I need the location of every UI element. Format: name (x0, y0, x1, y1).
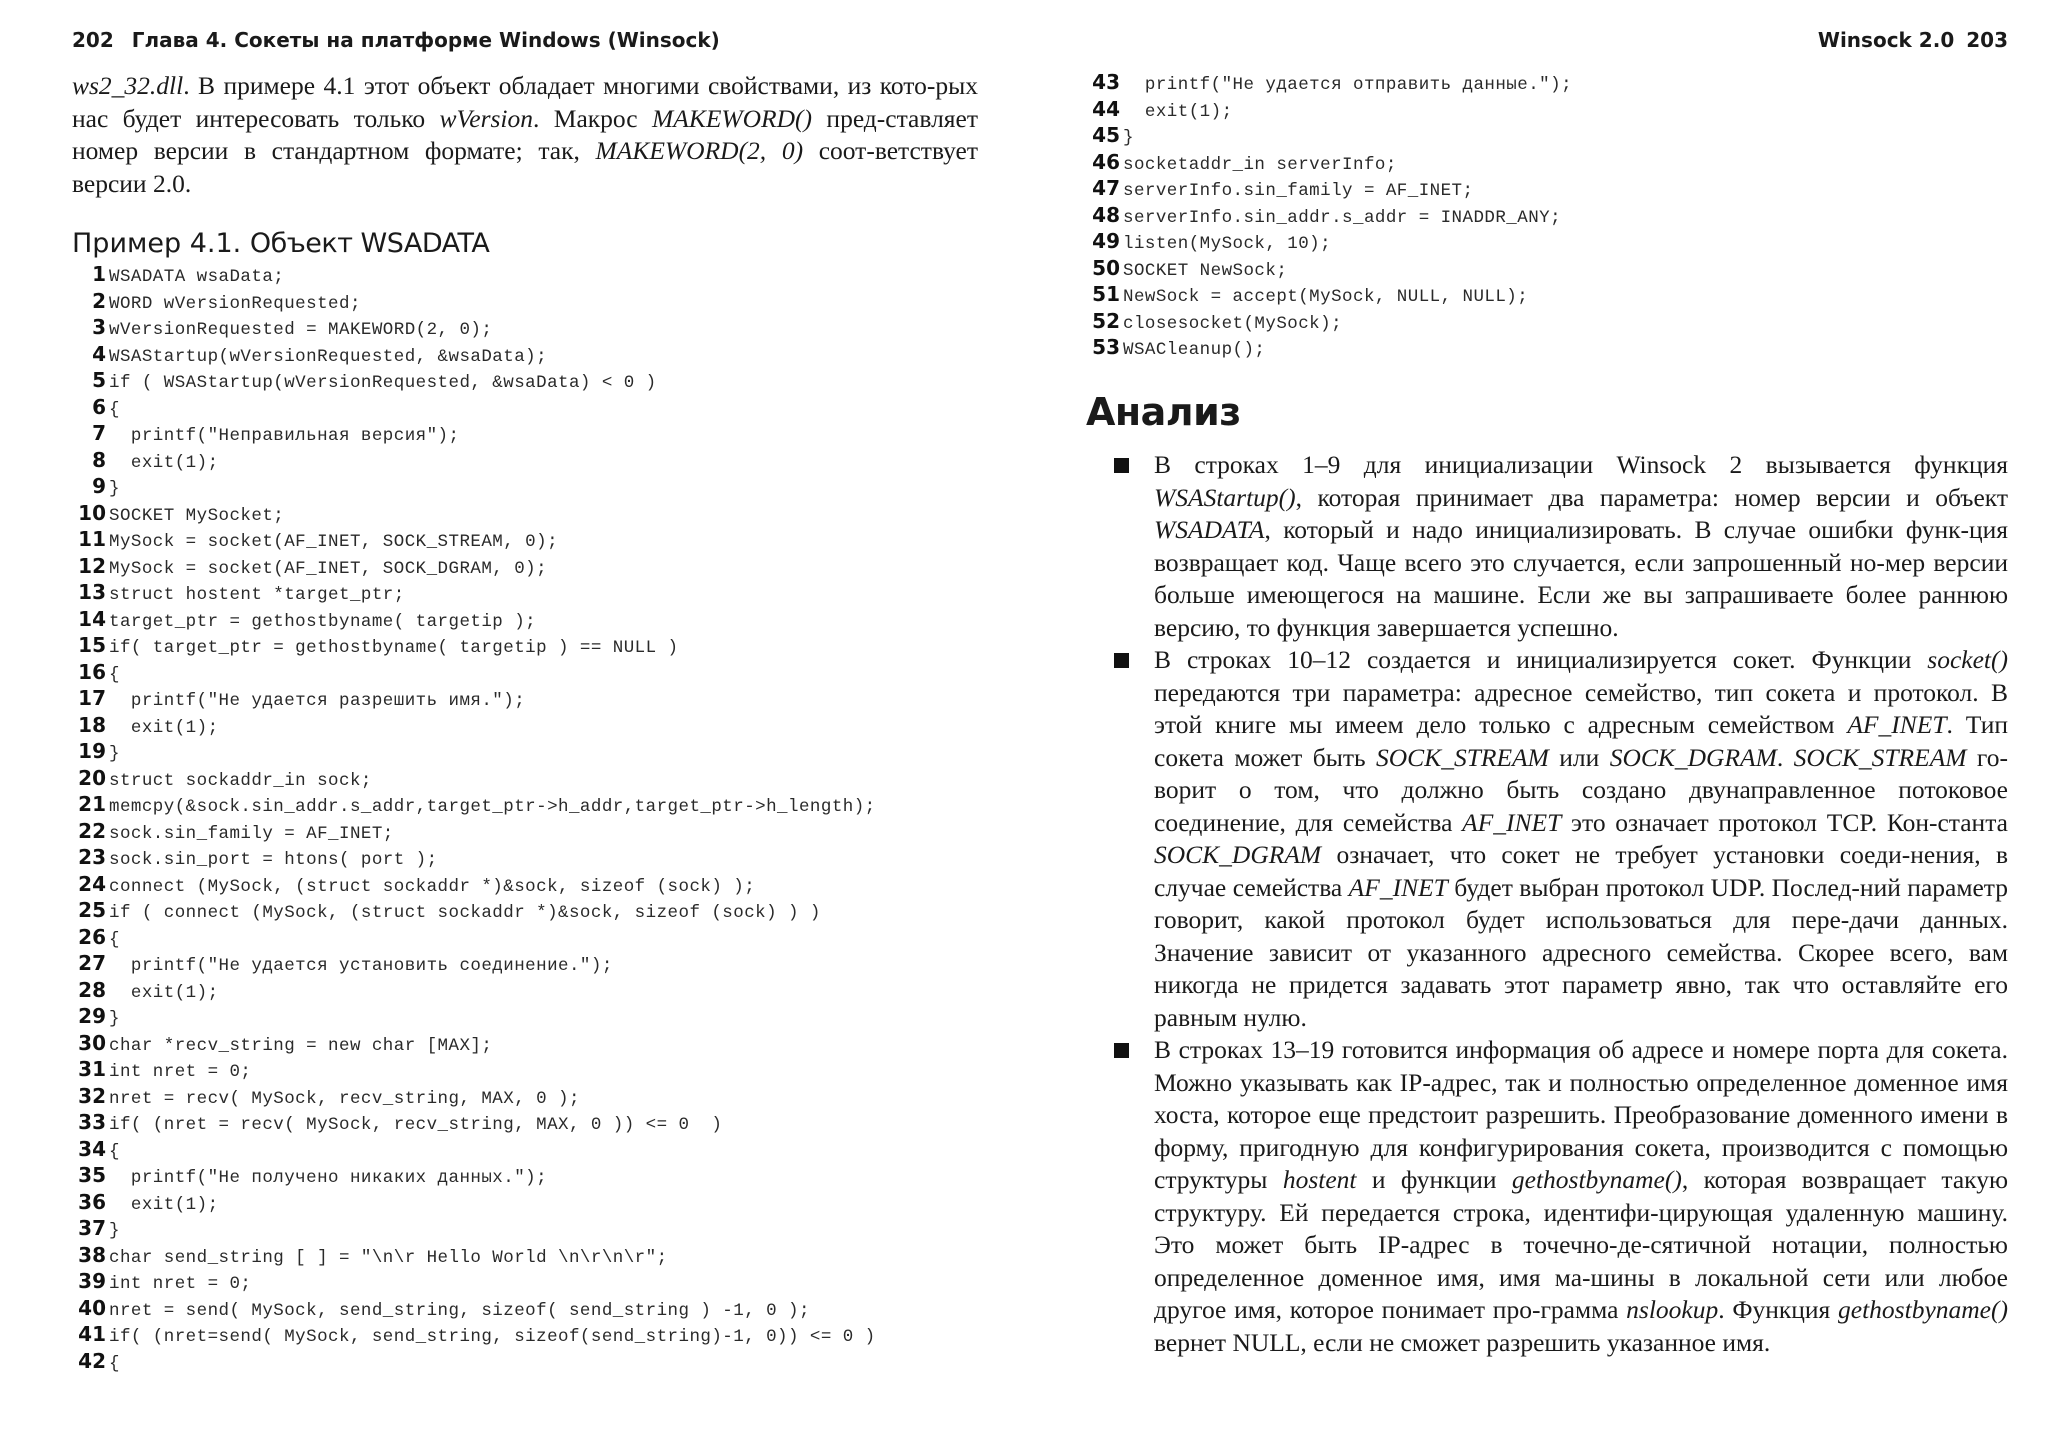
line-number: 46 (1092, 149, 1120, 174)
code-line (72, 1296, 876, 1323)
code-line (72, 262, 876, 289)
code-line (72, 1110, 876, 1137)
code-text: exit(1); (1123, 101, 1233, 122)
code-line (72, 554, 876, 581)
code-text: if( target_ptr = gethostbyname( targetip ) == NULL ) (109, 638, 679, 658)
code-line (72, 342, 876, 369)
code-text: int nret = 0; (109, 1274, 252, 1294)
code-line (72, 1084, 876, 1111)
code-line (72, 395, 876, 422)
code-line (72, 1269, 876, 1296)
line-number: 28 (78, 977, 106, 1002)
line-number: 22 (78, 818, 106, 843)
line-number: 6 (92, 394, 106, 419)
line-number: 43 (1092, 70, 1120, 94)
intro-dll-name: ws2_32.dll (72, 71, 184, 100)
line-number: 24 (78, 871, 106, 896)
code-line (72, 1322, 876, 1349)
example-title: Объект WSADATA (249, 228, 490, 259)
code-text: MySock = socket(AF_INET, SOCK_STREAM, 0); (109, 532, 559, 552)
code-text: char *recv_string = new char [MAX]; (109, 1035, 493, 1056)
code-text: printf("Не удается отправить данные."); (1123, 75, 1573, 95)
line-number: 18 (78, 712, 106, 737)
code-text: { (109, 1353, 120, 1374)
code-line (72, 925, 876, 952)
code-text: MySock = socket(AF_INET, SOCK_DGRAM, 0); (109, 558, 548, 579)
code-text: NewSock = accept(MySock, NULL, NULL); (1123, 287, 1529, 307)
line-number: 37 (78, 1216, 106, 1240)
code-text: target_ptr = gethostbyname( targetip ); (109, 611, 537, 632)
intro-paragraph: ws2_32.dll. В примере 4.1 этот объект обладает многими свойствами, из кото-рых нас будет интересовать только wVersion. Макрос MAKEWORD() пред-ставляет номер версии в стандартном формате; так, MAKEWORD(2, 0) соот-ветствует версии 2.0. (72, 71, 978, 198)
code-line (72, 368, 876, 395)
code-text: } (109, 479, 120, 499)
analysis-list (1114, 449, 2008, 1359)
right-running-head (1818, 28, 2008, 52)
line-number: 32 (78, 1083, 106, 1108)
line-number: 45 (1092, 123, 1120, 147)
analysis-item-3: В строках 13–19 готовится информация об адресе и номере порта для сокета. Можно указывать как IP-адрес, так и полностью определенное доменное имя хоста, которое еще предстоит разрешить. Преобразование доменного имени в форму, пригодную для конфигурирования сокета, производится с помощью структуры hostent и функции gethostbyname(), которая возвращает такую структуру. Ей передается строка, идентифи-цирующая удаленную машину. Это может быть IP-адрес в точечно-де-сятичной нотации, полностью определенное доменное имя, имя ма-шины в локальной сети или любое другое имя, которое понимает про-грамма nslookup. Функция gethostbyname() вернет NULL, если не сможет разрешить указанное имя. (1114, 1034, 2008, 1359)
code-text: int nret = 0; (109, 1062, 252, 1082)
code-line (72, 1190, 876, 1217)
line-number: 47 (1092, 176, 1120, 200)
right-page-number: 203 (1966, 28, 2008, 52)
line-number: 38 (78, 1242, 106, 1267)
code-text: } (109, 1221, 120, 1241)
code-text: { (109, 664, 120, 685)
line-number: 36 (78, 1189, 106, 1214)
code-line (1086, 176, 1572, 203)
code-line (72, 819, 876, 846)
line-number: 50 (1092, 255, 1120, 280)
line-number: 16 (78, 659, 106, 684)
line-number: 1 (92, 262, 106, 286)
code-text: struct hostent *target_ptr; (109, 585, 405, 605)
code-text: printf("Неправильная версия"); (109, 426, 460, 446)
code-line (1086, 282, 1572, 309)
code-line (72, 1349, 876, 1376)
code-text: exit(1); (109, 452, 219, 473)
code-text: sock.sin_port = htons( port ); (109, 850, 438, 870)
code-line (1086, 256, 1572, 283)
right-section-title: Winsock 2.0 (1817, 28, 1955, 52)
code-text: nret = recv( MySock, recv_string, MAX, 0 ); (109, 1088, 580, 1109)
line-number: 39 (78, 1269, 106, 1293)
code-text: memcpy(&sock.sin_addr.s_addr,target_ptr->h_addr,target_ptr->h_length); (109, 797, 876, 817)
line-number: 15 (78, 633, 106, 657)
code-text: printf("Не удается разрешить имя."); (109, 691, 526, 711)
code-line (72, 978, 876, 1005)
code-line (72, 1163, 876, 1190)
line-number: 53 (1092, 335, 1120, 359)
right-page (1024, 0, 2048, 1447)
line-number: 11 (78, 527, 106, 551)
code-line (72, 660, 876, 687)
code-line (1086, 97, 1572, 124)
code-text: } (109, 744, 120, 764)
code-line (72, 580, 876, 607)
line-number: 29 (78, 1004, 106, 1028)
code-line (1086, 70, 1572, 97)
code-text: printf("Не получено никаких данных."); (109, 1168, 548, 1188)
section-heading: Анализ (1086, 390, 1241, 434)
code-line (72, 792, 876, 819)
code-line (72, 633, 876, 660)
line-number: 21 (78, 792, 106, 816)
line-number: 33 (78, 1110, 106, 1134)
code-line (1086, 203, 1572, 230)
line-number: 31 (78, 1057, 106, 1081)
code-text: exit(1); (109, 1194, 219, 1215)
code-line (72, 1057, 876, 1084)
code-line (72, 474, 876, 501)
code-line (72, 501, 876, 528)
line-number: 44 (1092, 96, 1120, 121)
code-text: WORD wVersionRequested; (109, 293, 361, 314)
line-number: 5 (92, 368, 106, 392)
line-number: 9 (92, 474, 106, 498)
code-line (1086, 309, 1572, 336)
code-text: exit(1); (109, 717, 219, 738)
code-line (72, 1004, 876, 1031)
code-text: char send_string [ ] = "\n\r Hello World \n\r\n\r"; (109, 1247, 668, 1268)
code-text: } (109, 1009, 120, 1029)
analysis-item-2: В строках 10–12 создается и инициализируется сокет. Функции socket() передаются три параметра: адресное семейство, тип сокета и протокол. В этой книге мы имеем дело только с адресным семейством AF_INET. Тип сокета может быть SOCK_STREAM или SOCK_DGRAM. SOCK_STREAM го-ворит о том, что должно быть создано двунаправленное потоковое соединение, для семейства AF_INET это означает протокол TCP. Кон-станта SOCK_DGRAM означает, что сокет не требует установки соеди-нения, в случае семейства AF_INET будет выбран протокол UDP. Послед-ний параметр говорит, какой протокол будет использоваться для пере-дачи данных. Значение зависит от указанного адресного семейства. Скорее всего, вам никогда не придется задавать этот параметр явно, так что оставляйте его равным нулю. (1114, 644, 2008, 1034)
code-line (1086, 229, 1572, 256)
code-text: serverInfo.sin_addr.s_addr = INADDR_ANY; (1123, 207, 1562, 228)
left-chapter-title: Глава 4. Сокеты на платформе Windows (Winsock) (131, 28, 720, 52)
code-text: connect (MySock, (struct sockaddr *)&sock, sizeof (sock) ); (109, 876, 756, 897)
code-line (72, 739, 876, 766)
code-text: if( (nret = recv( MySock, recv_string, MAX, 0 )) <= 0 ) (109, 1115, 723, 1135)
code-text: if ( connect (MySock, (struct sockaddr *)&sock, sizeof (sock) ) ) (109, 903, 821, 923)
code-text: socketaddr_in serverInfo; (1123, 154, 1397, 175)
line-number: 7 (92, 421, 106, 445)
code-line (72, 448, 876, 475)
line-number: 52 (1092, 308, 1120, 333)
code-listing-right (1086, 70, 1572, 362)
line-number: 27 (78, 951, 106, 975)
line-number: 12 (78, 553, 106, 578)
code-text: { (109, 1141, 120, 1162)
code-text: nret = send( MySock, send_string, sizeof( send_string ) -1, 0 ); (109, 1300, 810, 1321)
code-text: listen(MySock, 10); (1123, 234, 1332, 254)
code-line (72, 898, 876, 925)
code-line (72, 421, 876, 448)
line-number: 42 (78, 1348, 106, 1373)
line-number: 20 (78, 765, 106, 790)
line-number: 2 (92, 288, 106, 313)
code-text: WSAStartup(wVersionRequested, &wsaData); (109, 346, 548, 367)
code-text: exit(1); (109, 982, 219, 1003)
analysis-item-1: В строках 1–9 для инициализации Winsock 2 вызывается функция WSAStartup(), которая принимает два параметра: номер версии и объект WSADATA, который и надо инициализировать. В случае ошибки функ-ция возвращает код. Чаще всего это случается, если запрошенный но-мер версии больше имеющегося на машине. Если же вы запрашиваете более раннюю версию, то функция завершается успешно. (1114, 449, 2008, 644)
code-line (72, 713, 876, 740)
example-label: Пример 4.1. (72, 228, 242, 259)
code-text: closesocket(MySock); (1123, 313, 1343, 334)
line-number: 19 (78, 739, 106, 763)
line-number: 51 (1092, 282, 1120, 306)
code-line (72, 289, 876, 316)
line-number: 23 (78, 845, 106, 869)
line-number: 25 (78, 898, 106, 922)
line-number: 49 (1092, 229, 1120, 253)
code-line (72, 686, 876, 713)
code-text: WSADATA wsaData; (109, 267, 285, 287)
line-number: 8 (92, 447, 106, 472)
code-line (1086, 123, 1572, 150)
code-text: struct sockaddr_in sock; (109, 770, 372, 791)
line-number: 14 (78, 606, 106, 631)
code-line (72, 1243, 876, 1270)
code-text: WSACleanup(); (1123, 340, 1266, 360)
code-line (72, 766, 876, 793)
line-number: 17 (78, 686, 106, 710)
line-number: 35 (78, 1163, 106, 1187)
line-number: 3 (92, 315, 106, 339)
line-number: 40 (78, 1295, 106, 1320)
line-number: 30 (78, 1030, 106, 1055)
code-text: { (109, 929, 120, 950)
line-number: 34 (78, 1136, 106, 1161)
left-page-number: 202 (72, 28, 114, 52)
line-number: 41 (78, 1322, 106, 1346)
code-line (1086, 150, 1572, 177)
code-line (1086, 335, 1572, 362)
code-text: if ( WSAStartup(wVersionRequested, &wsaData) < 0 ) (109, 373, 657, 393)
code-line (72, 1216, 876, 1243)
code-line (72, 845, 876, 872)
code-listing-left (72, 262, 876, 1375)
code-text: printf("Не удается установить соединение."); (109, 956, 613, 976)
code-text: if( (nret=send( MySock, send_string, sizeof(send_string)-1, 0)) <= 0 ) (109, 1327, 876, 1347)
code-text: serverInfo.sin_family = AF_INET; (1123, 181, 1474, 201)
code-text: wVersionRequested = MAKEWORD(2, 0); (109, 320, 493, 340)
code-text: SOCKET NewSock; (1123, 260, 1288, 281)
left-running-head (72, 28, 720, 52)
code-line (72, 951, 876, 978)
code-text: SOCKET MySocket; (109, 505, 285, 526)
example-caption (72, 228, 489, 259)
line-number: 10 (78, 500, 106, 525)
code-line (72, 1137, 876, 1164)
code-line (72, 315, 876, 342)
code-text: { (109, 399, 120, 420)
code-text: } (1123, 128, 1134, 148)
line-number: 26 (78, 924, 106, 949)
code-text: sock.sin_family = AF_INET; (109, 823, 394, 844)
line-number: 4 (92, 341, 106, 366)
code-line (72, 527, 876, 554)
code-line (72, 1031, 876, 1058)
code-line (72, 607, 876, 634)
line-number: 48 (1092, 202, 1120, 227)
line-number: 13 (78, 580, 106, 604)
code-line (72, 872, 876, 899)
